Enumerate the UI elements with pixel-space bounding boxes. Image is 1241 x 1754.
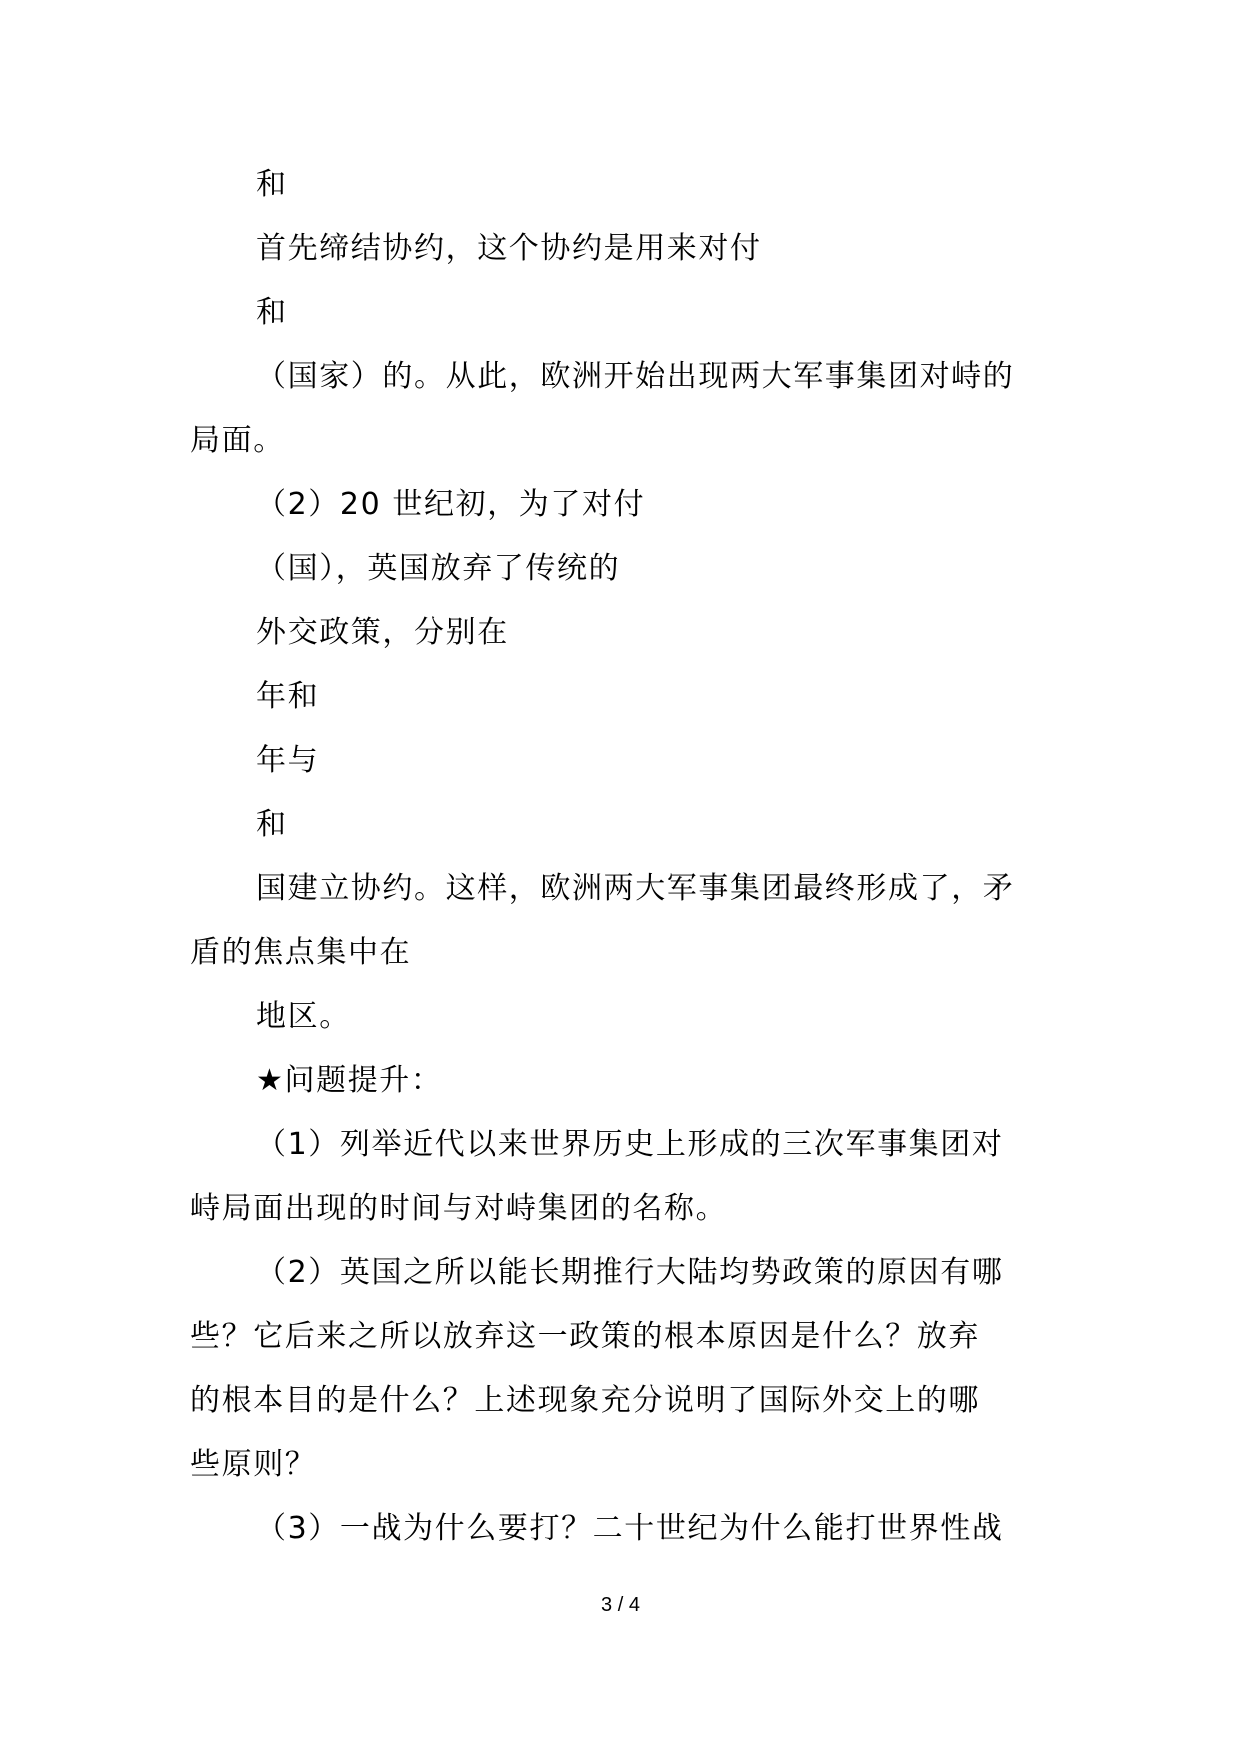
page-number: 3 / 4 <box>601 1594 640 1616</box>
text-line: （1）列举近代以来世界历史上形成的三次军事集团对 <box>256 1127 1004 1162</box>
text-line: （国家）的。从此，欧洲开始出现两大军事集团对峙的 <box>256 359 1015 394</box>
text-line: 峙局面出现的时间与对峙集团的名称。 <box>190 1191 728 1226</box>
text-line: 的根本目的是什么？上述现象充分说明了国际外交上的哪 <box>190 1383 980 1418</box>
text-line: （2）英国之所以能长期推行大陆均势政策的原因有哪 <box>256 1255 1004 1290</box>
text-line: （3）一战为什么要打？二十世纪为什么能打世界性战 <box>256 1511 1004 1546</box>
text-line: 些？它后来之所以放弃这一政策的根本原因是什么？放弃 <box>190 1319 980 1354</box>
section-heading: ★问题提升： <box>256 1063 443 1098</box>
text-line: 盾的焦点集中在 <box>190 935 412 970</box>
text-line: 首先缔结协约，这个协约是用来对付 <box>256 231 762 266</box>
text-line: 外交政策，分别在 <box>256 615 509 650</box>
text-line: 和 <box>256 167 288 202</box>
text-line: 些原则？ <box>190 1447 317 1482</box>
text-line: 和 <box>256 807 288 842</box>
text-line: 年和 <box>256 679 320 714</box>
text-line: 局面。 <box>190 423 285 458</box>
text-line: （国），英国放弃了传统的 <box>256 551 621 586</box>
text-line: 和 <box>256 295 288 330</box>
text-line: （2）20 世纪初，为了对付 <box>256 487 646 522</box>
text-line: 国建立协约。这样，欧洲两大军事集团最终形成了，矛 <box>256 871 1015 906</box>
text-line: 年与 <box>256 743 320 778</box>
text-line: 地区。 <box>256 999 351 1034</box>
